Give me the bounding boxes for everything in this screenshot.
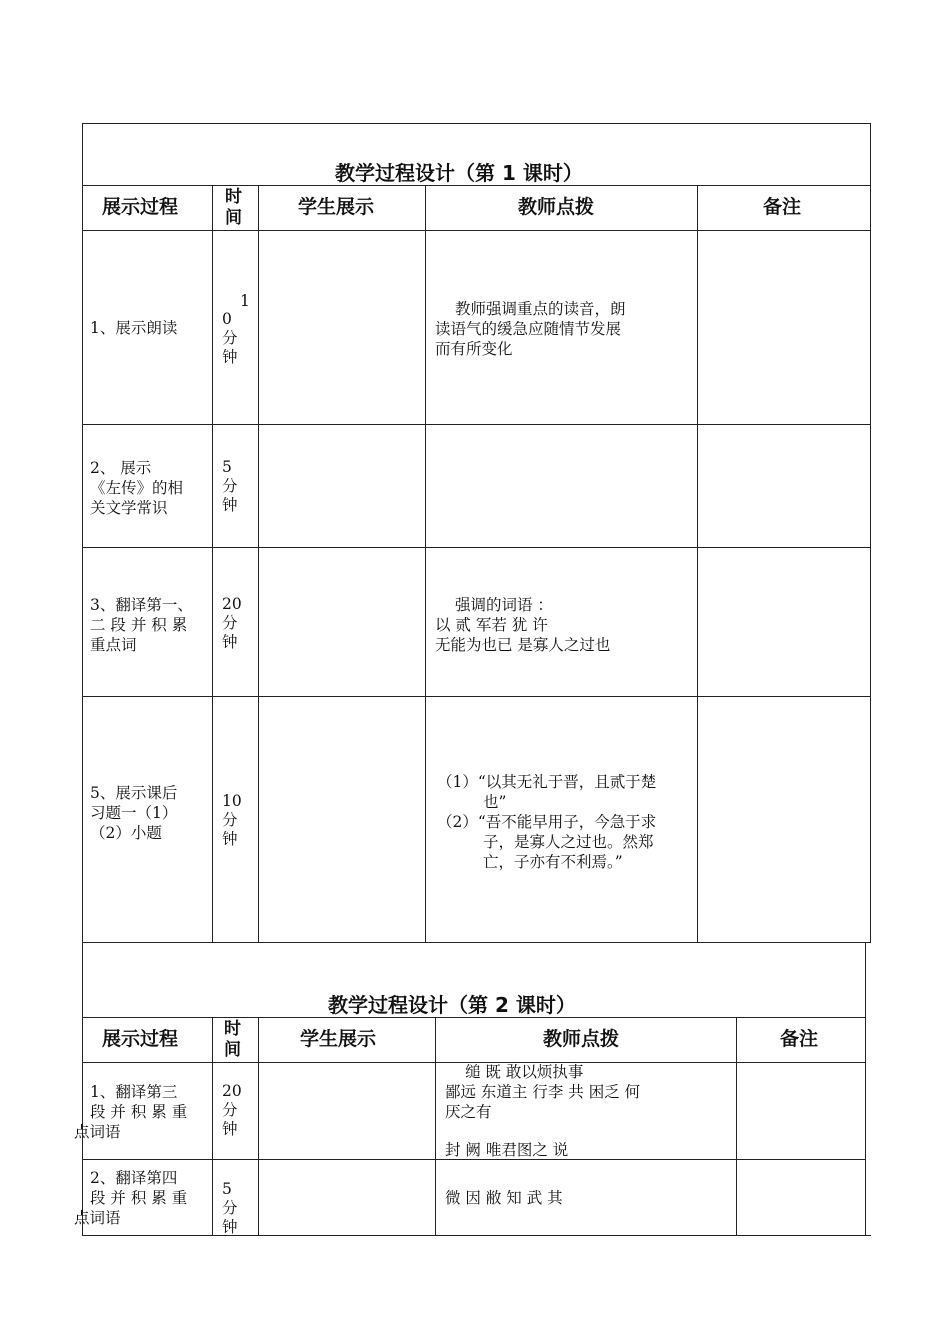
header-2-time-bottom: 间 [224,1040,241,1060]
lesson-1-title: 教学过程设计（第 1 课时） [335,161,583,185]
lesson-2-row-2-teacher-note: 微 因 敝 知 武 其 [445,1189,563,1207]
header-student: 学生展示 [298,196,375,218]
row-2-time: 5 分 钟 [222,458,238,514]
row-4-process: 5、展示课后 习题一（1） （2）小题 [90,784,178,842]
row-3-teacher-note: 强调的词语 ： 以 贰 军若 犹 许 无能为也已 是寡人之过也 [435,596,611,654]
row-1-process: 1、展示朗读 [90,319,178,337]
header-teacher: 教师点拨 [518,196,595,218]
row-1-time-rest: 0 分 钟 [222,310,238,366]
header-2-teacher: 教师点拨 [543,1028,620,1050]
header-2-process: 展示过程 [102,1028,179,1050]
lesson-2-row-1-teacher-note: 缒 既 敢以烦执事 鄙远 东道主 行李 共 困乏 何 厌之有 封 阙 唯君图之 说 [445,1063,641,1159]
row-2-process: 2、 展示 《左传》的相 关文学常识 [90,459,184,517]
row-4-time: 10 分 钟 [222,792,242,848]
row-3-time: 20 分 钟 [222,595,242,651]
lesson-2-row-1-time: 20 分 钟 [222,1082,242,1138]
lesson-2-row-2-process: 2、翻译第四 段 并 积 累 重 点词语 [74,1169,188,1227]
row-1-time: 1 [240,292,250,310]
header-notes: 备注 [763,196,802,218]
row-4-teacher-note: （1）“以其无礼于晋，且贰于楚 也” （2）“吾不能早用子，今急于求 子，是寡人之过也。然郑 亡，子亦有不利焉。” [437,773,657,871]
row-3-process: 3、翻译第一、 二 段 并 积 累 重点词 [90,596,193,654]
header-time-bottom: 间 [225,208,242,228]
header-2-student: 学生展示 [300,1028,377,1050]
lesson-2-title: 教学过程设计（第 2 课时） [328,993,576,1017]
lesson-2-row-2-time: 5 分 钟 [222,1180,238,1236]
lesson-2-row-1-process: 1、翻译第三 段 并 积 累 重 点词语 [74,1083,188,1141]
header-2-time-top: 时 [224,1019,241,1039]
header-time-top: 时 [225,187,242,207]
header-process: 展示过程 [102,196,179,218]
header-2-notes: 备注 [780,1028,819,1050]
row-1-teacher-note: 教师强调重点的读音，朗 读语气的缓急应随情节发展 而有所变化 [435,300,626,358]
